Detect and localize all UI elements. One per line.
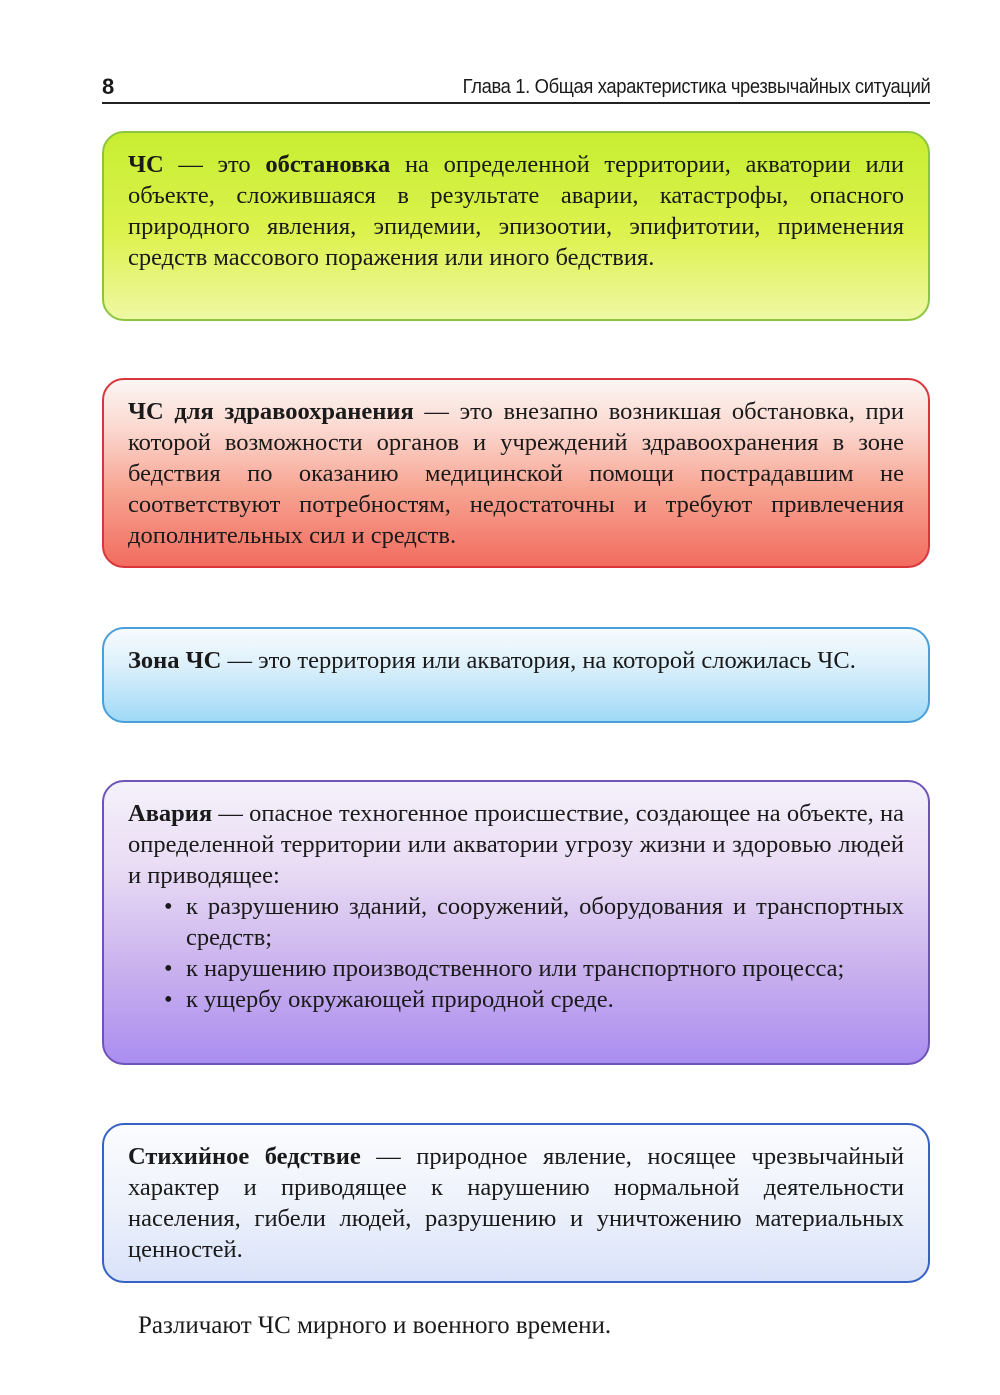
definition-box-healthcare-emergency	[102, 378, 930, 568]
bullet-icon: •	[164, 955, 173, 982]
definition-text: на определенной территории, акватории или объекте, сложившаяся в результате аварии, катастрофы, опасного природного явления, эпидемии, эпизоотии, эпифитотии, применения средств массового поражения или иного бедствия.	[128, 151, 904, 271]
bullet-icon: •	[164, 986, 173, 1013]
running-title: Глава 1. Общая характеристика чрезвычайных ситуаций	[462, 76, 930, 98]
page-number: 8	[102, 74, 114, 99]
definition-box-emergency-zone	[102, 627, 930, 723]
definition-term: Стихийное бедствие	[128, 1143, 361, 1170]
definition-box-accident	[102, 780, 930, 1065]
definition-paragraph	[128, 1141, 904, 1265]
definition-box-natural-disaster	[102, 1123, 930, 1283]
definition-paragraph	[128, 396, 904, 551]
definition-text: — опасное техногенное происшествие, создающее на объекте, на определенной территории или акватории угрозу жизни и здоровью людей и приводящее:	[128, 800, 904, 889]
definition-paragraph: ЧС — это обстановка на определенной территории, акватории или объекте, сложившаяся в результате аварии, катастрофы, опасного природного явления, эпидемии, эпизоотии, эпифитотии, применения средств массового поражения или иного бедствия.	[128, 151, 904, 271]
definition-text: — природное явление, носящее чрезвычайный характер и приводящее к нарушению нормальной деятельности населения, гибели людей, разрушению и уничтожению материальных ценностей.	[128, 1143, 904, 1263]
definition-paragraph	[128, 798, 904, 891]
consequence-list	[128, 891, 904, 1015]
definition-term: ЧС	[128, 151, 164, 178]
bullet-icon: •	[164, 893, 173, 920]
definition-term: Авария	[128, 800, 213, 827]
definition-text: — это территория или акватория, на которой сложилась ЧС.	[221, 647, 856, 674]
definition-term: Зона ЧС	[128, 647, 222, 674]
definition-paragraph	[128, 645, 904, 676]
definition-box-emergency	[102, 131, 930, 321]
page-header	[102, 72, 930, 104]
list-item: • к разрушению зданий, сооружений, оборудования и транспортных средств;	[164, 893, 904, 951]
definition-term: ЧС для здравоохранения	[128, 398, 414, 425]
list-item: • к ущербу окружающей природной среде.	[164, 986, 614, 1013]
list-item: • к нарушению производственного или транспортного процесса;	[164, 955, 845, 982]
definition-text: — это внезапно возникшая обстановка, при которой возможности органов и учреждений здравоохранения в зоне бедствия по оказанию медицинской помощи пострадавшим не соответствуют потребностям, недостаточны и требуют привлечения дополнительных сил и средств.	[128, 398, 904, 549]
definition-term-emphasis: обстановка	[265, 151, 391, 178]
closing-sentence: Различают ЧС мирного и военного времени.	[138, 1312, 612, 1339]
